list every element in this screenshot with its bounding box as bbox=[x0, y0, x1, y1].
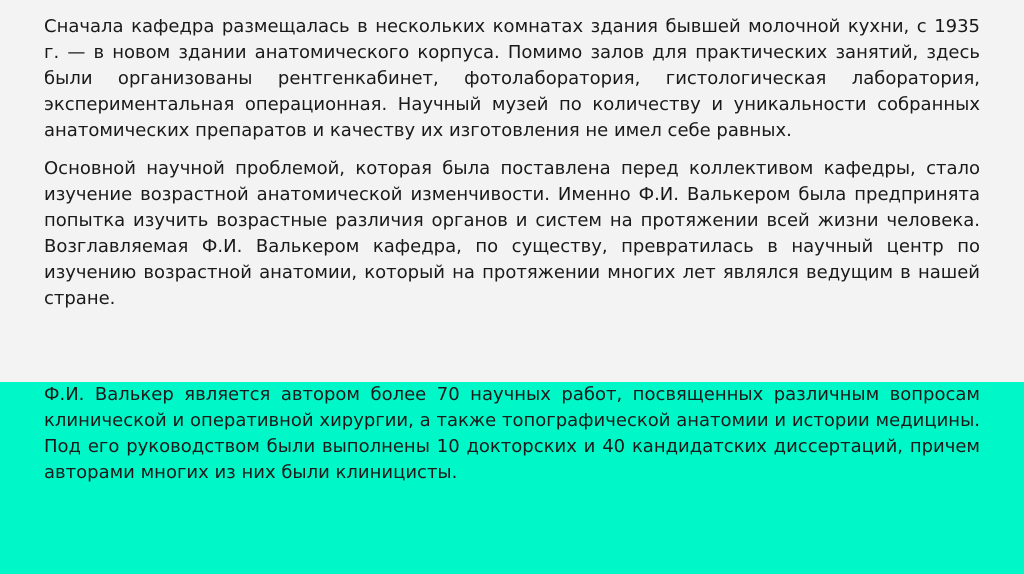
paragraph-department-history: Сначала кафедра размещалась в нескольких комнатах здания бывшей молочной кухни, с 1935 г. — в новом здании анатомического корпуса. Помимо залов для практических занятий, здесь были организованы рентгенкабинет, фотолаборатория, гистологическая лаборатория, экспериментальная операционная. Научный музей по количеству и уникальности собранных анатомических препаратов и качеству их изготовления не имел себе равных. bbox=[44, 16, 980, 141]
paragraph-publications: Ф.И. Валькер является автором более 70 научных работ, посвященных различным вопросам клинической и оперативной хирургии, а также топографической анатомии и истории медицины. Под его руководством были выполнены 10 докторских и 40 кандидатских диссертаций, причем авторами многих из них были клиницисты. bbox=[44, 384, 980, 483]
text-column bbox=[44, 14, 980, 483]
paragraph-research-problem: Основной научной проблемой, которая была поставлена перед коллективом кафедры, стало изучение возрастной анатомической изменчивости. Именно Ф.И. Валькером была предпринята попытка изучить возрастные различия органов и систем на протяжении всей жизни человека. Возглавляемая Ф.И. Валькером кафедра, по существу, превратилась в научный центр по изучению возрастной анатомии, который на протяжении многих лет являлся ведущим в нашей стране. bbox=[44, 158, 980, 309]
